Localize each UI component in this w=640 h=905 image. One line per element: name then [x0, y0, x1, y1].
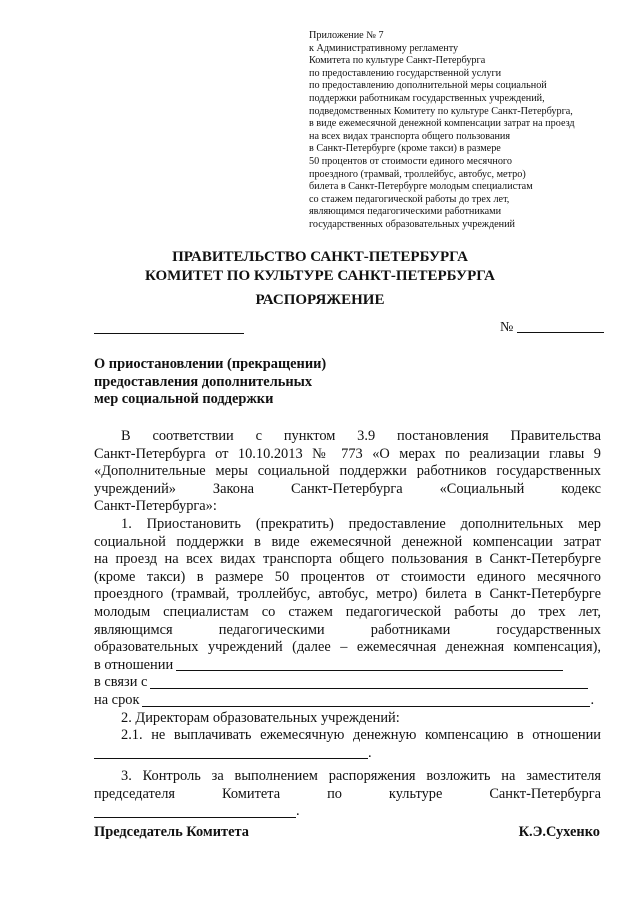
item1-line: (кроме такси) в размере 50 процентов от стоимости единого месячного: [94, 568, 601, 585]
appendix-line: в виде ежемесячной денежной компенсации затрат на проезд: [309, 118, 575, 130]
order-subject: [94, 356, 326, 409]
appendix-line: поддержки работникам государственных учреждений,: [309, 92, 545, 104]
appendix-note: [309, 30, 609, 232]
government-heading: ПРАВИТЕЛЬСТВО САНКТ-ПЕТЕРБУРГА: [172, 249, 468, 265]
appendix-line: по предоставлению дополнительной меры социальной: [309, 80, 547, 92]
item2-text: 2. Директорам образовательных учреждений:: [121, 709, 400, 726]
appendix-line: государственных образовательных учреждений: [309, 218, 516, 230]
number-blank-line: [517, 332, 604, 333]
item2-1-blank-row: [94, 745, 601, 763]
term-row: [94, 692, 601, 710]
item3-blank-row: [94, 803, 601, 821]
intro-line: Санкт-Петербурга»:: [94, 498, 217, 515]
intro-line: В соответствии с пунктом 3.9 постановления Правительства: [121, 428, 601, 444]
appendix-line: проездного (трамвай, троллейбус, автобус, метро): [309, 168, 526, 180]
appendix-line: Комитета по культуре Санкт-Петербурга: [309, 55, 486, 67]
subject-line: О приостановлении (прекращении): [94, 356, 327, 372]
appendix-line: к Административному регламенту: [309, 42, 459, 54]
intro-line: «Дополнительные меры социальной поддержки работников государственных: [94, 463, 601, 480]
due-to-blank-line: [150, 688, 588, 689]
item3-blank-line: [94, 817, 296, 818]
intro-line: учреждений» Закона Санкт-Петербурга «Социальный кодекс: [94, 480, 601, 497]
item2-1-period: .: [368, 744, 372, 761]
item1-line: проездного (трамвай, троллейбус, автобус, метро) билета в Санкт-Петербурге: [94, 586, 601, 603]
date-blank-line: [94, 333, 244, 334]
item1-line: являющимся педагогическими работниками государственных: [94, 621, 601, 638]
in-relation-row: [94, 657, 601, 675]
subject-line: мер социальной поддержки: [94, 391, 274, 407]
item3-line: 3. Контроль за выполнением распоряжения возложить на заместителя: [121, 768, 601, 785]
document-number-field: [500, 320, 604, 336]
appendix-line: по предоставлению государственной услуги: [309, 67, 502, 79]
item3-period: .: [296, 803, 300, 820]
committee-heading: КОМИТЕТ ПО КУЛЬТУРЕ САНКТ-ПЕТЕРБУРГА: [145, 268, 495, 284]
appendix-line: в Санкт-Петербурге (кроме такси) в размере: [309, 143, 501, 155]
appendix-line: со стажем педагогической работы до трех лет,: [309, 193, 510, 205]
document-type-heading: РАСПОРЯЖЕНИЕ: [255, 292, 385, 308]
due-to-label: в связи с: [94, 674, 148, 691]
item1-line: социальной поддержки в виде ежемесячной денежной компенсации затрат: [94, 533, 601, 550]
intro-line: Санкт-Петербурга от 10.10.2013 № 773 «О мерах по реализации главы 9: [94, 445, 601, 462]
item2-1-blank-line: [94, 758, 368, 759]
signatory-role: Председатель Комитета: [94, 824, 249, 840]
item1-line: на проезд на всех видах транспорта общего пользования в Санкт-Петербурге: [94, 551, 601, 568]
in-relation-label: в отношении: [94, 656, 174, 673]
due-to-row: [94, 674, 601, 692]
appendix-line: подведомственных Комитету по культуре Санкт-Петербурга,: [309, 105, 573, 117]
item3-line: председателя Комитета по культуре Санкт-Петербурга: [94, 785, 601, 802]
appendix-line: Приложение № 7: [309, 30, 384, 41]
item2-1-text: 2.1. не выплачивать ежемесячную денежную компенсацию в отношении: [121, 727, 601, 744]
appendix-line: билета в Санкт-Петербурге молодым специалистам: [309, 181, 533, 193]
item1-line: молодым специалистам со стажем педагогической работы до трех лет,: [94, 603, 601, 620]
subject-line: предоставления дополнительных: [94, 373, 313, 390]
in-relation-blank-line: [176, 670, 563, 671]
appendix-line: 50 процентов от стоимости единого месячного: [309, 155, 512, 167]
number-sign: №: [500, 320, 514, 335]
order-body: [94, 428, 601, 821]
appendix-line: на всех видах транспорта общего пользования: [309, 130, 511, 142]
term-period: .: [590, 691, 595, 708]
term-label: на срок: [94, 691, 140, 708]
item1-line: 1. Приостановить (прекратить) предоставление дополнительных мер: [121, 515, 601, 532]
item1-line: образовательных учреждений (далее – ежемесячная денежная компенсация),: [94, 639, 601, 656]
term-blank-line: [142, 706, 590, 707]
appendix-line: являющимся педагогическими работниками: [309, 206, 502, 218]
signatory-name: К.Э.Сухенко: [518, 824, 600, 840]
